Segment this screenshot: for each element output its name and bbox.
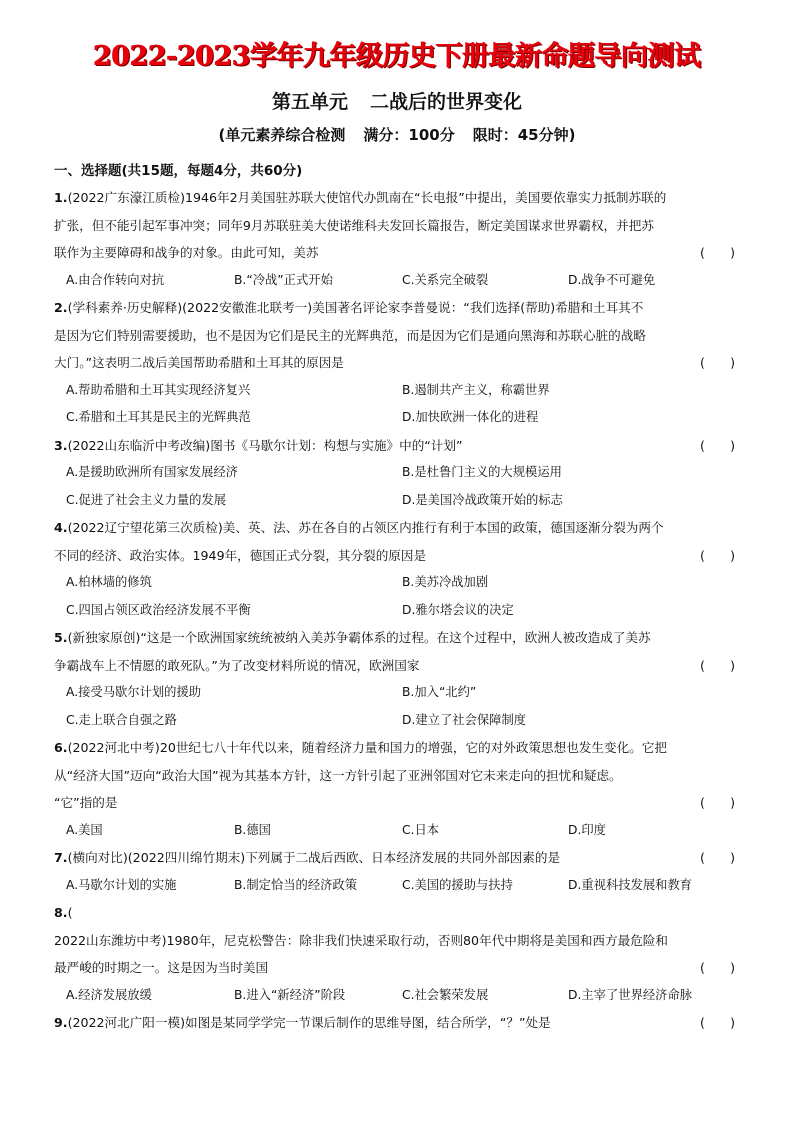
answer-option[interactable]: B.美苏冷战加剧 bbox=[402, 575, 489, 589]
question-4 bbox=[54, 514, 744, 569]
answer-option[interactable]: B.进入“新经济”阶段 bbox=[234, 987, 346, 1002]
question-text: ( bbox=[67, 905, 73, 920]
question-number: 4. bbox=[54, 520, 68, 535]
answer-option[interactable]: A.由合作转向对抗 bbox=[66, 272, 165, 287]
question-text: 不同的经济、政治实体。1949年，德国正式分裂，其分裂的原因是 bbox=[54, 547, 427, 563]
question-text: 扩张，但不能引起军事冲突；同年9月苏联驻美大使诺维科夫发回长篇报告，断定美国谋求世界霸权，并把苏 bbox=[54, 217, 654, 233]
answer-option[interactable]: B.是杜鲁门主义的大规模运用 bbox=[402, 465, 562, 479]
question-text: (2022山东临沂中考改编)图书《马歇尔计划：构想与实施》中的“计划” bbox=[67, 437, 463, 453]
question-text-line bbox=[54, 294, 744, 322]
answer-option[interactable]: B.制定恰当的经济政策 bbox=[234, 877, 358, 892]
question-text-line bbox=[54, 899, 744, 927]
question-text-line bbox=[54, 624, 744, 652]
answer-option[interactable]: D.主宰了世界经济命脉 bbox=[568, 987, 693, 1002]
question-text: (2022广东濠江质检)1946年2月美国驻苏联大使馆代办凯南在“长电报”中提出，美国要依靠实力抵制苏联的 bbox=[67, 190, 667, 205]
question-6 bbox=[54, 734, 744, 817]
answer-bracket[interactable]: ( ) bbox=[700, 1015, 736, 1030]
answer-bracket[interactable]: ( ) bbox=[700, 657, 736, 673]
question-text: (2022河北中考)20世纪七八十年代以来，随着经济力量和国力的增强，它的对外政策思想也发生变化。它把 bbox=[67, 740, 667, 755]
time-limit: 限时：45分钟) bbox=[472, 126, 576, 144]
exam-title: 2022-2023学年九年级历史下册最新命题导向测试 bbox=[93, 41, 701, 72]
answer-option[interactable]: A.接受马歇尔计划的援助 bbox=[66, 685, 202, 699]
test-type: (单元素养综合检测 bbox=[218, 126, 346, 144]
question-text-line bbox=[54, 652, 744, 680]
answer-option[interactable]: D.雅尔塔会议的决定 bbox=[402, 602, 514, 617]
exam-meta bbox=[0, 124, 794, 145]
answer-option[interactable]: C.日本 bbox=[402, 822, 440, 837]
question-text-line bbox=[54, 789, 744, 817]
answer-option[interactable]: A.是援助欧洲所有国家发展经济 bbox=[66, 465, 238, 479]
question-text-line bbox=[54, 432, 744, 460]
question-9 bbox=[54, 1009, 744, 1037]
question-text-line bbox=[54, 184, 744, 212]
question-text-line bbox=[54, 927, 744, 955]
answer-option[interactable]: A.帮助希腊和土耳其实现经济复兴 bbox=[66, 382, 251, 397]
question-text-line bbox=[54, 954, 744, 982]
question-text: (学科素养·历史解释)(2022安徽淮北联考一)美国著名评论家李普曼说：“我们选择(帮助)希腊和土耳其不 bbox=[67, 300, 644, 315]
answer-option[interactable]: D.建立了社会保障制度 bbox=[402, 712, 527, 727]
answer-bracket[interactable]: ( ) bbox=[700, 437, 736, 453]
question-text: 从“经济大国”迈向“政治大国”视为其基本方针，这一方针引起了亚洲邻国对它未来走向的担忧和疑虑。 bbox=[54, 767, 622, 783]
answer-option[interactable]: C.走上联合自强之路 bbox=[66, 712, 177, 727]
answer-option[interactable]: D.重视科技发展和教育 bbox=[568, 877, 693, 892]
answer-bracket[interactable]: ( ) bbox=[700, 795, 736, 810]
answer-bracket[interactable]: ( ) bbox=[700, 850, 736, 865]
answer-option[interactable]: B.“冷战”正式开始 bbox=[234, 272, 333, 287]
answer-option[interactable]: C.美国的援助与扶持 bbox=[402, 877, 513, 892]
question-text-line bbox=[54, 762, 744, 790]
question-number: 1. bbox=[54, 190, 68, 205]
question-text: 是因为它们特别需要援助，也不是因为它们是民主的光辉典范，而是因为它们是通向黑海和苏联心脏的战略 bbox=[54, 327, 646, 343]
question-text-line bbox=[54, 1009, 744, 1037]
answer-option[interactable]: A.经济发展放缓 bbox=[66, 987, 152, 1002]
question-text-line bbox=[54, 322, 744, 350]
question-8 bbox=[54, 899, 744, 982]
question-text: (2022辽宁望花第三次质检)美、英、法、苏在各自的占领区内推行有利于本国的政策，德国逐渐分裂为两个 bbox=[67, 520, 664, 535]
question-text: “它”指的是 bbox=[54, 795, 118, 810]
question-number: 5. bbox=[54, 630, 68, 645]
answer-option[interactable]: D.是美国冷战政策开始的标志 bbox=[402, 492, 563, 507]
answer-option[interactable]: D.印度 bbox=[568, 822, 606, 837]
section-heading: 一、选择题(共15题，每题4分，共60分) bbox=[54, 163, 303, 179]
answer-option[interactable]: A.马歇尔计划的实施 bbox=[66, 877, 177, 892]
question-7 bbox=[54, 844, 744, 872]
answer-option[interactable]: A.美国 bbox=[66, 822, 103, 837]
answer-option[interactable]: D.加快欧洲一体化的进程 bbox=[402, 410, 539, 424]
question-text: 最严峻的时期之一。这是因为当时美国 bbox=[54, 960, 269, 975]
question-number: 7. bbox=[54, 850, 68, 865]
answer-option[interactable]: D.战争不可避免 bbox=[568, 272, 656, 287]
question-1 bbox=[54, 184, 744, 267]
question-text-line bbox=[54, 542, 744, 570]
question-text-line bbox=[54, 212, 744, 240]
question-number: 6. bbox=[54, 740, 68, 755]
answer-option[interactable]: C.希腊和土耳其是民主的光辉典范 bbox=[66, 410, 251, 424]
answer-bracket[interactable]: ( ) bbox=[700, 245, 736, 260]
question-text: 争霸战车上不情愿的敢死队。”为了改变材料所说的情况，欧洲国家 bbox=[54, 657, 420, 673]
unit-heading bbox=[0, 87, 794, 114]
unit-name: 二战后的世界变化 bbox=[370, 91, 523, 113]
answer-option[interactable]: C.社会繁荣发展 bbox=[402, 987, 489, 1002]
question-text: 大门。”这表明二战后美国帮助希腊和土耳其的原因是 bbox=[54, 355, 344, 370]
question-number: 2. bbox=[54, 300, 68, 315]
answer-option[interactable]: B.德国 bbox=[234, 822, 271, 837]
full-score: 满分：100分 bbox=[363, 126, 455, 144]
answer-option[interactable]: B.遏制共产主义，称霸世界 bbox=[402, 382, 550, 397]
question-5 bbox=[54, 624, 744, 679]
question-text-line bbox=[54, 514, 744, 542]
question-text-line bbox=[54, 844, 744, 872]
question-text-line bbox=[54, 734, 744, 762]
question-text: 联作为主要障碍和战争的对象。由此可知，美苏 bbox=[54, 245, 319, 260]
answer-option[interactable]: C.关系完全破裂 bbox=[402, 272, 489, 287]
question-text: (新独家原创)“这是一个欧洲国家统统被纳入美苏争霸体系的过程。在这个过程中，欧洲人被改造成了美苏 bbox=[67, 630, 651, 645]
question-2 bbox=[54, 294, 744, 377]
answer-bracket[interactable]: ( ) bbox=[700, 547, 736, 563]
question-text-line bbox=[54, 239, 744, 267]
question-text: (横向对比)(2022四川绵竹期末)下列属于二战后西欧、日本经济发展的共同外部因素的是 bbox=[67, 850, 561, 865]
question-number: 9. bbox=[54, 1015, 68, 1030]
answer-option[interactable]: B.加入“北约” bbox=[402, 685, 477, 699]
question-number: 8. bbox=[54, 905, 68, 920]
answer-bracket[interactable]: ( ) bbox=[700, 355, 736, 370]
question-number: 3. bbox=[54, 437, 68, 453]
answer-option[interactable]: A.柏林墙的修筑 bbox=[66, 575, 152, 589]
answer-option[interactable]: C.四国占领区政治经济发展不平衡 bbox=[66, 602, 251, 617]
question-3 bbox=[54, 432, 744, 460]
answer-bracket[interactable]: ( ) bbox=[700, 960, 736, 975]
question-text: 2022山东潍坊中考)1980年，尼克松警告：除非我们快速采取行动，否则80年代中期将是美国和西方最危险和 bbox=[54, 932, 668, 948]
question-text: (2022河北广阳一模)如图是某同学学完一节课后制作的思维导图，结合所学，“？”处是 bbox=[67, 1015, 551, 1030]
answer-option[interactable]: C.促进了社会主义力量的发展 bbox=[66, 492, 227, 507]
unit-number: 第五单元 bbox=[271, 91, 348, 113]
question-text-line bbox=[54, 349, 744, 377]
